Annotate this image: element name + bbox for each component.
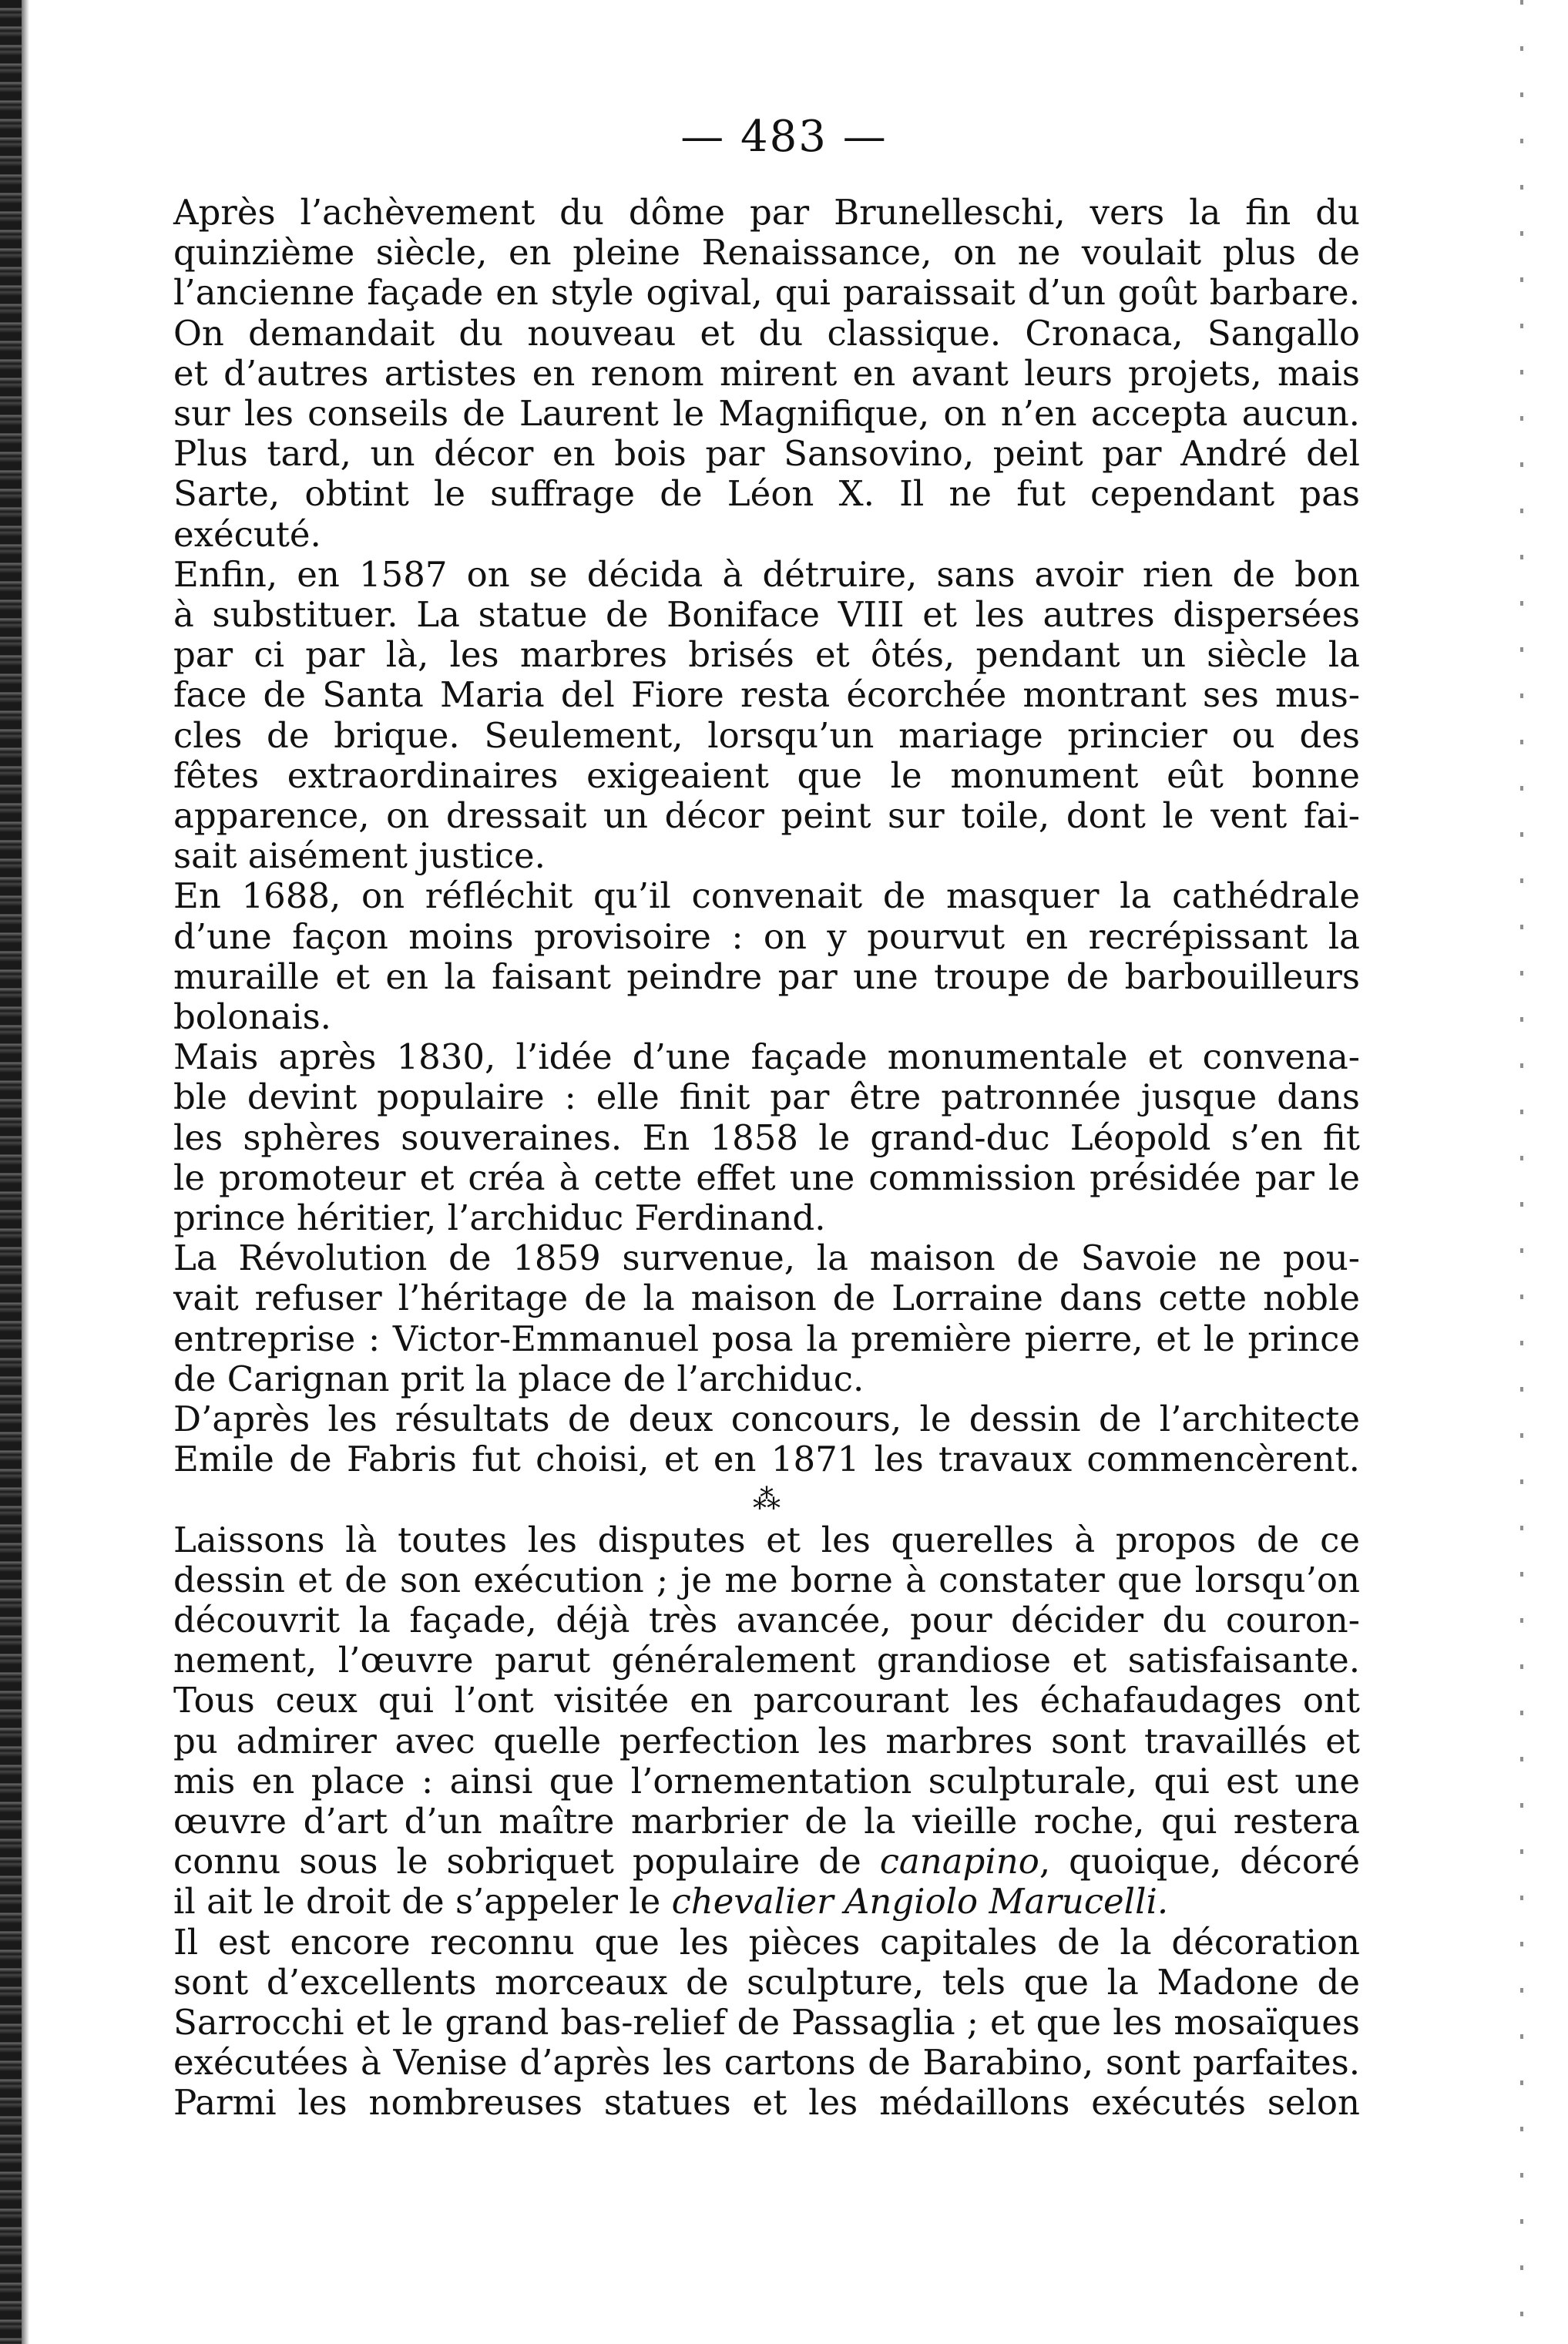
text-line: sont d’excellents morceaux de sculpture, tels que la Madone de — [173, 1961, 1360, 2003]
text-line: Sarrocchi et le grand bas-relief de Passaglia ; et que les mosaïques — [173, 2001, 1360, 2043]
text-line: D’après les résultats de deux concours, le dessin de l’architecte — [173, 1399, 1360, 1440]
text-line: mis en place : ainsi que l’ornementation sculpturale, qui est une — [173, 1760, 1360, 1802]
paragraph-5 — [173, 1037, 1360, 1238]
text-line: exécutées à Venise d’après les cartons de Barabino, sont parfaites. — [173, 2042, 1360, 2084]
text-line: œuvre d’art d’un maître marbrier de la vieille roche, qui restera — [173, 1800, 1360, 1842]
paragraph-8 — [173, 1520, 1360, 1681]
text-line: pu admirer avec quelle perfection les marbres sont travaillés et — [173, 1720, 1360, 1761]
text-line: Plus tard, un décor en bois par Sansovino, peint par André del — [173, 433, 1360, 475]
page-number: — 483 — — [680, 112, 888, 162]
paragraph-6 — [173, 1238, 1360, 1399]
text-line: vait refuser l’héritage de la maison de Lorraine dans cette noble — [173, 1278, 1360, 1319]
text-line: nement, l’œuvre parut généralement grandiose et satisfaisante. — [173, 1640, 1360, 1681]
asterism-separator: ⁂ — [753, 1483, 781, 1516]
text-line: le promoteur et créa à cette effet une commission présidée par le — [173, 1157, 1360, 1198]
text-line: fêtes extraordinaires exigeaient que le monument eût bonne — [173, 754, 1360, 796]
paragraph-4 — [173, 876, 1360, 1037]
text-line: face de Santa Maria del Fiore resta écorchée montrant ses mus- — [173, 674, 1360, 716]
text-line: de Carignan prit la place de l’archiduc. — [173, 1358, 865, 1399]
text-line: quinzième siècle, en pleine Renaissance, on ne voulait plus de — [173, 232, 1360, 274]
text-run: il ait le droit de s’appeler le — [173, 1881, 672, 1923]
text-line: Enfin, en 1587 on se décida à détruire, sans avoir rien de bon — [173, 553, 1360, 595]
text-line: dessin et de son exécution ; je me borne à constater que lorsqu’on — [173, 1559, 1360, 1600]
text-line: muraille et en la faisant peindre par une troupe de barbouilleurs — [173, 955, 1360, 997]
text-line: Emile de Fabris fut choisi, et en 1871 les travaux commencèrent. — [173, 1439, 1360, 1480]
paragraph-9 — [173, 1681, 1360, 1922]
text-line: bolonais. — [173, 996, 331, 1038]
paragraph-1 — [173, 193, 1360, 434]
body-text — [173, 193, 1360, 2124]
text-line: par ci par là, les marbres brisés et ôtés, pendant un siècle la — [173, 634, 1360, 676]
text-line: Parmi les nombreuses statues et les médaillons exécutés selon — [173, 2082, 1360, 2124]
paragraph-7 — [173, 1399, 1360, 1479]
text-line: En 1688, on réfléchit qu’il convenait de masquer la cathédrale — [173, 875, 1360, 917]
scan-binding-shadow — [22, 0, 29, 2344]
text-line: Laissons là toutes les disputes et les querelles à propos de ce — [173, 1519, 1360, 1560]
text-line: Mais après 1830, l’idée d’une façade monumentale et convena- — [173, 1036, 1360, 1078]
paragraph-2 — [173, 434, 1360, 555]
text-line: Tous ceux qui l’ont visitée en parcourant les échafaudages ont — [173, 1680, 1360, 1721]
text-line: apparence, on dressait un décor peint sur toile, dont le vent fai- — [173, 795, 1360, 837]
text-line — [173, 1842, 1360, 1882]
text-line: Il est encore reconnu que les pièces capitales de la décoration — [173, 1921, 1360, 1963]
text-line: à substituer. La statue de Boniface VIII et les autres dispersées — [173, 594, 1360, 636]
text-line: d’une façon moins provisoire : on y pourvut en recrépissant la — [173, 915, 1360, 957]
text-line: ble devint populaire : elle finit par être patronnée jusque dans — [173, 1076, 1360, 1118]
text-line: cles de brique. Seulement, lorsqu’un mariage princier ou des — [173, 714, 1360, 756]
text-line: et d’autres artistes en renom mirent en avant leurs projets, mais — [173, 352, 1360, 394]
text-line: découvrit la façade, déjà très avancée, pour décider du couron- — [173, 1599, 1360, 1640]
text-line: les sphères souveraines. En 1858 le grand-duc Léopold s’en fit — [173, 1117, 1360, 1158]
text-line: entreprise : Victor-Emmanuel posa la première pierre, et le prince — [173, 1318, 1360, 1359]
text-line: Après l’achèvement du dôme par Brunelleschi, vers la fin du — [173, 192, 1360, 233]
italic-term: canapino — [879, 1841, 1039, 1882]
paragraph-11 — [173, 2083, 1360, 2123]
text-line: l’ancienne façade en style ogival, qui paraissait d’un goût barbare. — [173, 272, 1360, 314]
scan-binding-edge — [0, 0, 22, 2344]
paragraph-3 — [173, 555, 1360, 877]
text-run: , quoique, décoré — [1039, 1841, 1360, 1882]
text-line: sur les conseils de Laurent le Magnifique, on n’en accepta aucun. — [173, 393, 1360, 435]
text-line: exécuté. — [173, 513, 321, 555]
paragraph-10 — [173, 1923, 1360, 2084]
scan-right-edge-marks — [1520, 0, 1523, 2344]
text-line: sait aisément justice. — [173, 835, 546, 877]
text-line: La Révolution de 1859 survenue, la maison de Savoie ne pou- — [173, 1237, 1360, 1279]
text-line: prince héritier, l’archiduc Ferdinand. — [173, 1197, 826, 1239]
italic-name: chevalier Angiolo Marucelli. — [671, 1881, 1169, 1923]
text-line — [173, 1882, 1360, 1922]
text-run: connu sous le sobriquet populaire de — [173, 1841, 880, 1882]
text-line: Sarte, obtint le suffrage de Léon X. Il ne fut cependant pas — [173, 473, 1360, 515]
text-line: On demandait du nouveau et du classique. Cronaca, Sangallo — [173, 312, 1360, 354]
